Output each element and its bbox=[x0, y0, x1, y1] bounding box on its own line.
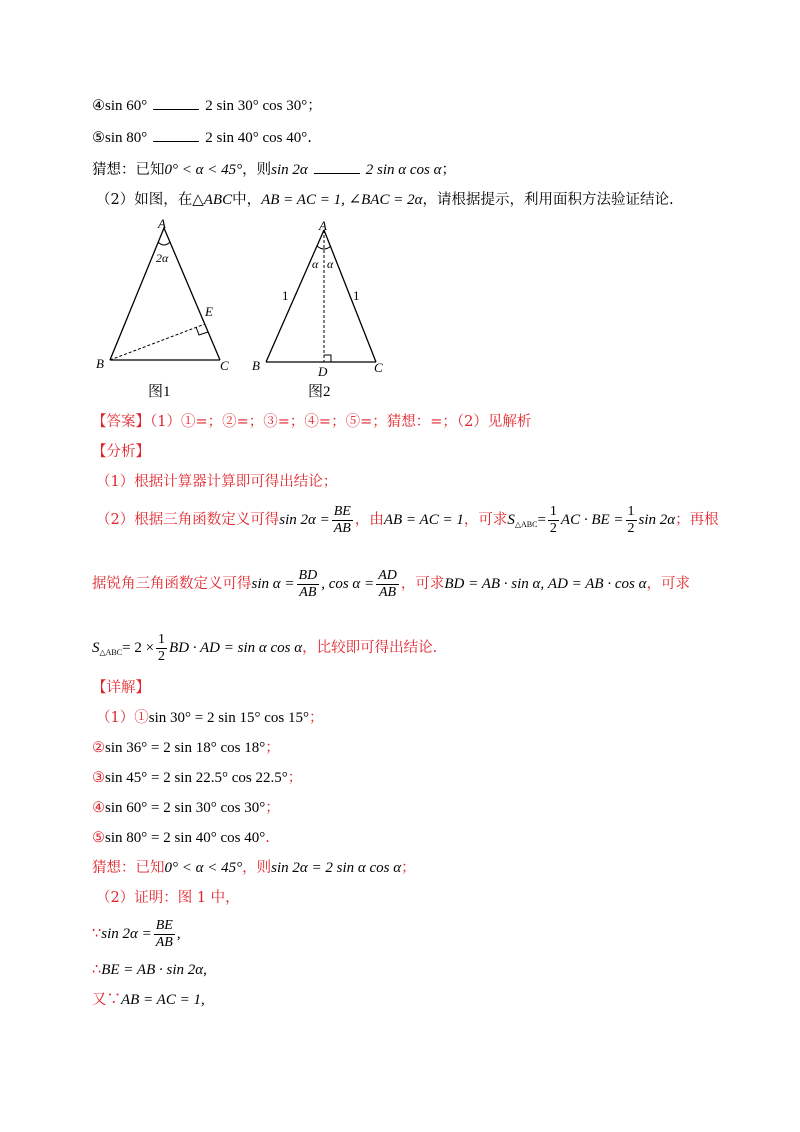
fraction-half: $\frac{1}{2}$ bbox=[627, 503, 635, 536]
side-AB bbox=[266, 230, 324, 362]
side-AC bbox=[324, 230, 376, 362]
fraction-BD-AB: $\frac{BD}{AB}$ bbox=[298, 567, 318, 600]
fraction-half: $\frac{1}{2}$ bbox=[158, 631, 166, 664]
problem-line-5: ⑤sin 80° 2 sin 40° cos 40°. bbox=[92, 130, 312, 146]
detail-because-1: ∵sin 2α = $\frac{BE}{AB}$ , bbox=[92, 917, 181, 950]
detail-line-5: ⑤sin 80° = 2 sin 40° cos 40°. bbox=[92, 830, 270, 846]
answer-tag: 【答案】 bbox=[92, 414, 150, 430]
right-angle-mark-D bbox=[324, 355, 331, 362]
problem-part2: （2）如图，在△ABC中，AB = AC = 1, ∠BAC = 2α，请根据提示，利用面积方法验证结论. bbox=[96, 192, 674, 208]
detail-line-1: （1）①sin 30° = 2 sin 15° cos 15°； bbox=[96, 710, 324, 726]
fraction-BE-AB: $\frac{BE}{AB}$ bbox=[333, 503, 351, 536]
label-side-left: 1 bbox=[282, 288, 289, 303]
answer-blank bbox=[314, 161, 360, 174]
label-C: C bbox=[220, 358, 229, 373]
figure-1 bbox=[92, 218, 252, 402]
caption-fig1: 图1 bbox=[148, 384, 171, 400]
label-C: C bbox=[374, 360, 383, 375]
analysis-p1: （1）根据计算器计算即可得出结论； bbox=[96, 474, 338, 490]
detail-line-3: ③sin 45° = 2 sin 22.5° cos 22.5°； bbox=[92, 770, 303, 786]
angle-arc-A bbox=[158, 242, 170, 245]
label-D: D bbox=[318, 364, 328, 379]
analysis-p4: $S_{\triangle ABC}= 2$ × $\frac{1}{2}$ BD · AD = sin α cos α，比较即可得出结论. bbox=[92, 631, 438, 664]
fraction-half: $\frac{1}{2}$ bbox=[549, 503, 557, 536]
side-AB bbox=[110, 228, 164, 360]
answer-text: （1）①=；②=；③=；④=；⑤=；猜想：=；（2）见解析 bbox=[150, 414, 532, 430]
label-B: B bbox=[252, 358, 260, 373]
altitude-BE bbox=[110, 324, 205, 360]
detail-guess: 猜想：已知0° < α < 45°，则sin 2α = 2 sin α cos α； bbox=[92, 860, 416, 876]
label-angle-2a: 2α bbox=[156, 251, 169, 265]
figure-2 bbox=[250, 218, 400, 402]
answer-blank bbox=[153, 129, 199, 142]
problem-line-4: ④sin 60° 2 sin 30° cos 30°； bbox=[92, 98, 322, 114]
answer-blank bbox=[153, 97, 199, 110]
answer-line bbox=[92, 412, 531, 432]
analysis-p3: 据锐角三角函数定义可得sin α = $\frac{BD}{AB}$ , cos α = $\frac{AD}{AB}$ ，可求BD = AB · sin α, AD = AB · cos α，可求 bbox=[92, 567, 690, 600]
detail-proof-head: （2）证明：图 1 中， bbox=[96, 890, 240, 906]
analysis-p2: （2）根据三角函数定义可得sin 2α = $\frac{BE}{AB}$ ，由AB = AC = 1，可求$S_{\triangle ABC}=$ $\frac{1}{2}$ AC · BE = $\frac{1}{2}$ sin 2α；再根 bbox=[96, 503, 719, 536]
fraction-BE-AB: $\frac{BE}{AB}$ bbox=[155, 917, 173, 950]
label-A: A bbox=[158, 218, 166, 231]
label-side-right: 1 bbox=[353, 288, 360, 303]
detail-tag: 【详解】 bbox=[92, 680, 150, 696]
analysis-tag: 【分析】 bbox=[92, 444, 150, 460]
detail-therefore-1: ∴BE = AB · sin 2α, bbox=[92, 962, 207, 978]
fraction-AD-AB: $\frac{AD}{AB}$ bbox=[378, 567, 397, 600]
label-A: A bbox=[319, 218, 327, 233]
caption-fig2: 图2 bbox=[308, 384, 331, 400]
detail-line-2: ②sin 36° = 2 sin 18° cos 18°； bbox=[92, 740, 280, 756]
problem-guess: 猜想：已知0° < α < 45°，则sin 2α 2 sin α cos α； bbox=[92, 162, 457, 178]
label-angle-left: α bbox=[312, 257, 319, 271]
detail-also: 又∵AB = AC = 1, bbox=[92, 992, 205, 1008]
label-E: E bbox=[205, 304, 213, 319]
detail-line-4: ④sin 60° = 2 sin 30° cos 30°； bbox=[92, 800, 280, 816]
label-B: B bbox=[96, 356, 104, 371]
label-angle-right: α bbox=[327, 257, 334, 271]
side-AC bbox=[164, 228, 220, 360]
